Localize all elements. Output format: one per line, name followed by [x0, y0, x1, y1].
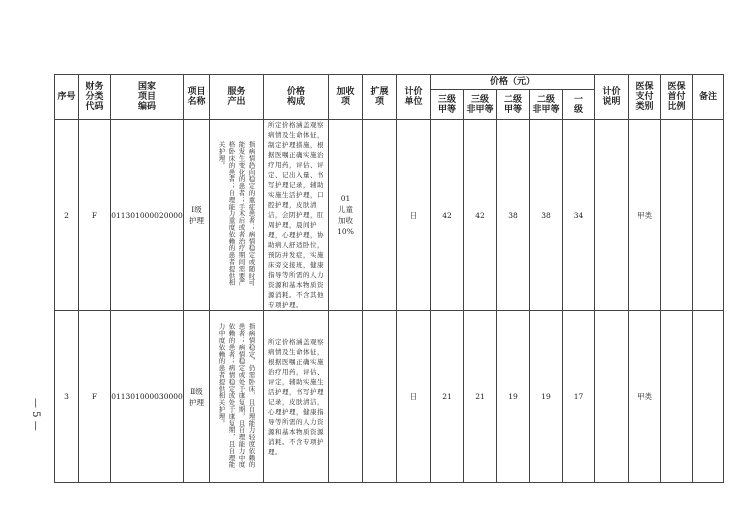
service-output-text: 指病情趋向稳定的重症患者；病情稳定或随时可能发生变化的患者；手术后或者治疗期间需要严格卧床的患者；自理能力重度依赖的患者提供相关护理。: [217, 141, 256, 286]
header-national-code: 国家 项目 编码: [111, 75, 184, 120]
cell-finance-code: F: [79, 120, 111, 311]
cell-service-output: [210, 311, 264, 483]
cell-tier2-a: 19: [497, 311, 530, 483]
cell-item-name: Ⅱ级 护理: [184, 311, 210, 483]
service-output-text: 指病情稳定，仍需卧床，且自理能力轻度依赖的患者；病情稳定或处于康复期，且自理能力中度依赖的患者；病情稳定或处于康复期，且自理能力中度依赖的患者提供相关护理。: [217, 322, 256, 468]
header-tier2-other: 二级 非甲等: [530, 90, 563, 120]
header-item-name: 项目 名称: [184, 75, 210, 120]
header-unit: 计价 单位: [397, 75, 431, 120]
cell-tier2-a: 38: [497, 120, 530, 311]
cell-tier3-other: 21: [464, 311, 497, 483]
cell-ext-item: [363, 120, 397, 311]
header-price-group: 价格（元）: [431, 75, 595, 90]
cell-item-name: Ⅰ级 护理: [184, 120, 210, 311]
cell-unit: 日: [397, 311, 431, 483]
cell-unit: 日: [397, 120, 431, 311]
header-add-item: 加收 项: [329, 75, 363, 120]
header-tier3-other: 三级 非甲等: [464, 90, 497, 120]
header-insurance-ratio: 医保 首付 比例: [661, 75, 693, 120]
header-service-output: 服务 产出: [210, 75, 264, 120]
cell-tier1: 34: [563, 120, 595, 311]
cell-remarks: [693, 120, 724, 311]
cell-price-composition: [264, 120, 329, 311]
table-row: [55, 311, 724, 483]
cell-national-code: 011301000030000: [111, 311, 184, 483]
header-tier2-a: 二级 甲等: [497, 90, 530, 120]
price-table: [54, 74, 724, 483]
price-composition-text: 所定价格涵盖观察病情及生命体征，根据医嘱正确实施治疗用药，评估、评定，辅助实施生活护理，书写护理记录，皮肤清洁，心理护理，健康指导等所需的人力资源和基本物质资源消耗。不含专项护理。: [268, 337, 324, 456]
cell-tier3-a: 21: [431, 311, 464, 483]
cell-remarks: [693, 311, 724, 483]
header-finance-code: 财务 分类 代码: [79, 75, 111, 120]
cell-finance-code: F: [79, 311, 111, 483]
header-remarks: 备注: [693, 75, 724, 120]
cell-tier3-other: 42: [464, 120, 497, 311]
cell-insurance-type: 甲类: [629, 311, 661, 483]
cell-tier1: 17: [563, 311, 595, 483]
header-ext-item: 扩展 项: [363, 75, 397, 120]
cell-seq: 3: [55, 311, 79, 483]
cell-insurance-type: 甲类: [629, 120, 661, 311]
cell-insurance-ratio: [661, 311, 693, 483]
cell-service-output: [210, 120, 264, 311]
page-number: — 5 —: [30, 398, 41, 431]
cell-pricing-note: [595, 311, 629, 483]
cell-insurance-ratio: [661, 120, 693, 311]
header-seq: 序号: [55, 75, 79, 120]
header-insurance-type: 医保 支付 类别: [629, 75, 661, 120]
cell-tier3-a: 42: [431, 120, 464, 311]
header-price-composition: 价格 构成: [264, 75, 329, 120]
cell-ext-item: [363, 311, 397, 483]
table-row: [55, 120, 724, 311]
header-pricing-note: 计价 说明: [595, 75, 629, 120]
cell-tier2-other: 19: [530, 311, 563, 483]
header-tier3-a: 三级 甲等: [431, 90, 464, 120]
cell-national-code: 011301000020000: [111, 120, 184, 311]
cell-price-composition: [264, 311, 329, 483]
cell-add-item: [329, 311, 363, 483]
header-tier1: 一 级: [563, 90, 595, 120]
cell-pricing-note: [595, 120, 629, 311]
price-composition-text: 所定价格涵盖观察病情及生命体征，制定护理措施，根据医嘱正确实施治疗用药，评估、评定、记出入量、书写护理记录，辅助实施生活护理，口腔护理，皮肤清洁，会阴护理，肛周护理，晨间护理，心理护理，协助病人舒适卧位，预防并发症，实施床旁交接班，健康指导等所需的人力资源和基本物质资源消耗。不含其他专项护理。: [268, 121, 324, 309]
cell-tier2-other: 38: [530, 120, 563, 311]
cell-seq: 2: [55, 120, 79, 311]
cell-add-item: 01 儿童 加收 10%: [329, 120, 363, 311]
